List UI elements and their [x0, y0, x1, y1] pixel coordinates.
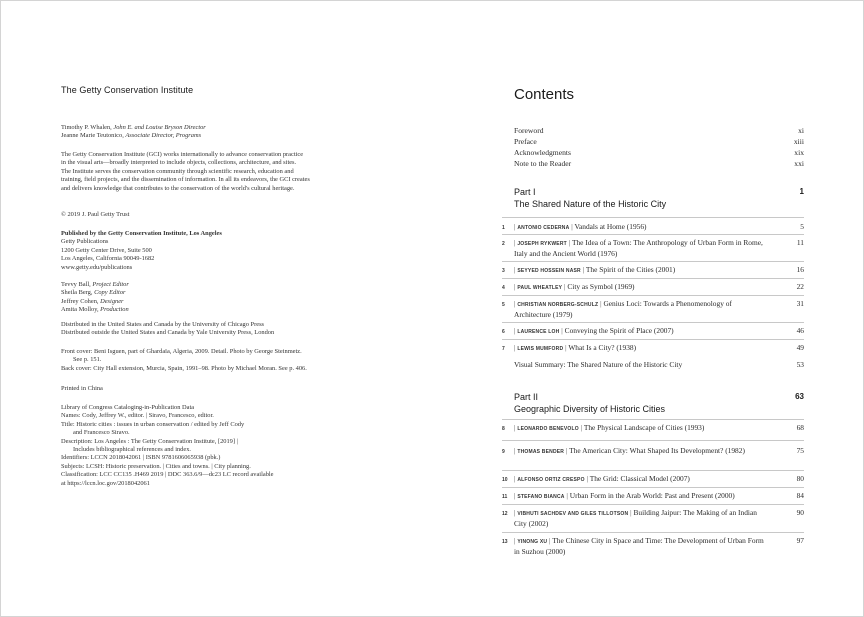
credit-line: Tevvy Ball, Project Editor	[61, 281, 129, 288]
staff-line: Jeanne Marie Teutonico, Associate Director, Programs	[61, 132, 202, 140]
cip-line: at https://lccn.loc.gov/2018042061	[61, 479, 150, 487]
divider	[502, 261, 804, 262]
cip-line: Classification: LCC CC135 .H469 2019 | DDC 363.6/9—dc23 LC record available	[61, 471, 274, 479]
divider	[502, 234, 804, 235]
publisher-block	[61, 230, 222, 272]
about-line: The Getty Conservation Institute (GCI) works internationally to advance conservation practice	[61, 151, 304, 158]
divider	[502, 322, 804, 323]
front-matter-item[interactable]: Foreword xi	[514, 126, 804, 135]
part-heading[interactable]: Part I The Shared Nature of the Historic City 1	[514, 187, 804, 209]
publisher-line: www.getty.edu/publications	[61, 263, 133, 271]
publisher-heading: Published by the Getty Conservation Institute, Los Angeles	[61, 230, 222, 237]
part-heading[interactable]: Part II Geographic Diversity of Historic Cities 63	[514, 392, 804, 414]
about-line: The Institute serves the conservation community through scientific research, education and	[61, 167, 294, 175]
about-line: and delivers knowledge that contributes to the conservation of the world's cultural heritage.	[61, 184, 295, 192]
cover-credits-block	[61, 348, 307, 373]
divider	[502, 487, 804, 488]
visual-summary-entry[interactable]: Visual Summary: The Shared Nature of the Historic City 53	[514, 360, 804, 369]
about-block	[61, 151, 310, 193]
about-line: in the visual arts—broadly interpreted to include objects, collections, architecture, and sites.	[61, 159, 297, 167]
cip-line: Includes bibliographical references and index.	[73, 446, 191, 454]
cip-line: Library of Congress Cataloging-in-Publication Data	[61, 404, 195, 411]
front-matter-item[interactable]: Preface xiii	[514, 137, 804, 146]
distribution-line: Distributed outside the United States and Canada by Yale University Press, London	[61, 329, 275, 337]
cip-line: Names: Cody, Jeffrey W., editor. | Siravo, Francesco, editor.	[61, 412, 214, 420]
publisher-line: Getty Publications	[61, 238, 109, 246]
divider	[502, 440, 804, 441]
cip-block	[61, 404, 274, 488]
divider	[502, 217, 804, 218]
divider	[502, 278, 804, 279]
cip-line: Subjects: LCSH: Historic preservation. | Cities and towns. | City planning.	[61, 462, 251, 470]
front-matter-list	[514, 125, 804, 169]
cover-credit-line: Back cover: City Hall extension, Murcia, Spain, 1991–98. Photo by Michael Moran. See p. 406.	[61, 364, 307, 372]
contents-page: Contents Foreword xi Preface xiii Acknowledgments xix Note to the Reader xxi Part I The Shared Nature of the Historic City 1 1 | ANTONIO CEDERNA | Vandals at Home (1956) 5 2 | JOSEPH RYKWERT | The Idea of a Town: The Anthropology of Urban Form in Rome, Italy and the Ancient World (1976) 11 3 | SEYYED HOSSEIN NASR | The Spirit of the Cities (2001) 16 4 | PAUL WHEATLEY | City as Symbol (1969) 22 5 | CHRISTIAN NORBERG-SCHULZ | Genius Loci: Towards a Phenomenology of Architecture (1979) 31 6 | LAURENCE LOH | Conveying the Spirit of Place (2007) 46 7 | LEWIS MUMFORD | What Is a City? (1938) 49 Visual Summary: The Shared Nature of the Historic City 53 Part II Geographic Diversity of Historic Cities 63 8 | LEONARDO BENEVOLO | The Physical Landscape of Cities (1993) 68 9 | THOMAS BENDER | The American City: What Shaped Its Development? (1982) 75 10 | ALFONSO ORTIZ CRESPO | The Grid: Classical Model (2007) 80 11 | STEFANO BIANCA | Urban Form in the Arab World: Past and Present (2000) 84 12 | VIBHUTI SACHDEV AND GILES TILLOTSON | Building Jaipur: The Making of an Indian City (2002) 90 13 | YINONG XU | The Chinese City in Space and Time: The Development of Urban Form in Suzhou (2000) 97	[502, 86, 804, 556]
front-matter-item[interactable]: Note to the Reader xxi	[514, 159, 804, 168]
printed-line: Printed in China	[61, 385, 103, 392]
cip-line: Title: Historic cities : issues in urban conservation / edited by Jeff Cody	[61, 420, 245, 428]
copyright-line: © 2019 J. Paul Getty Trust	[61, 211, 130, 218]
credit-line: Jeffrey Cohen, Designer	[61, 297, 124, 305]
cip-line: and Francesco Siravo.	[73, 429, 130, 437]
divider	[502, 470, 804, 471]
credit-line: Sheila Berg, Copy Editor	[61, 289, 126, 297]
staff-line: Timothy P. Whalen, John E. and Louise Bryson Director	[61, 124, 206, 131]
divider	[502, 295, 804, 296]
credit-line: Amita Molloy, Production	[61, 306, 129, 314]
credits-block	[61, 281, 129, 315]
distribution-line: Distributed in the United States and Canada by the University of Chicago Press	[61, 321, 265, 328]
divider	[502, 532, 804, 533]
institute-heading: The Getty Conservation Institute	[61, 85, 194, 95]
contents-title: Contents	[514, 86, 575, 103]
publisher-line: 1200 Getty Center Drive, Suite 500	[61, 246, 152, 254]
about-line: training, field projects, and the dissemination of information. In all its endeavors, the GCI creates	[61, 176, 310, 184]
divider	[502, 339, 804, 340]
front-matter-item[interactable]: Acknowledgments xix	[514, 148, 804, 157]
distribution-block	[61, 321, 274, 338]
divider	[502, 419, 804, 420]
divider	[502, 504, 804, 505]
cip-line: Description: Los Angeles : The Getty Conservation Institute, [2019] |	[61, 437, 238, 445]
cover-credit-line: Front cover: Beni Isguen, part of Ghardaïa, Algeria, 2009. Detail. Photo by George Steinmetz.	[61, 348, 302, 355]
staff-block	[61, 124, 206, 141]
cover-credit-line: See p. 151.	[73, 356, 102, 364]
cip-line: Identifiers: LCCN 2018042061 | ISBN 9781606065938 (pbk.)	[61, 454, 221, 462]
publisher-line: Los Angeles, California 90049-1682	[61, 255, 155, 263]
